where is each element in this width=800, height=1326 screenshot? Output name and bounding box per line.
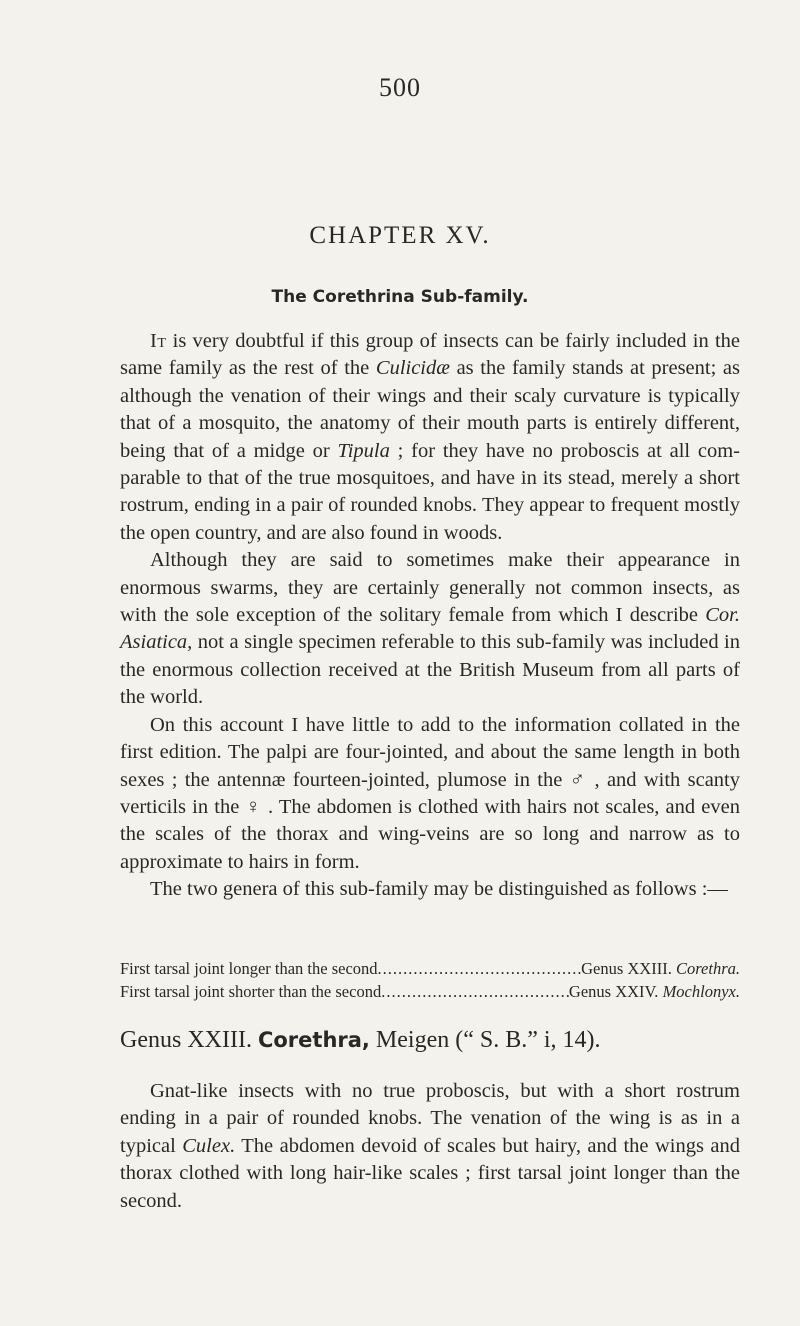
page-number: 500: [379, 73, 421, 102]
paragraph-text: ; for they have no proboscis at all comparable to that of the true mosquitoes, and have in its stead, merely a short rostrum, ending in a pair of rounded knobs. They appear to frequent mostly the open country, and are also found in woods.: [120, 439, 740, 544]
genus-description: [120, 1078, 740, 1215]
paragraph-italic: Culex.: [182, 1134, 236, 1157]
paragraph-text: as the family stands at present; as although the venation of their wings and their scaly curvature is typically that of a mosquito, the anatomy of their mouth parts is entirely different, being that of a midge or: [120, 357, 740, 462]
section-title: The Corethrina Sub-family.: [271, 287, 529, 307]
key-genus-name: Corethra.: [675, 959, 740, 978]
paragraph-text: On this account I have little to add to the information collated in the first edition. The palpi are four-jointed, and about the same length in both sexes ; the antennæ fourteen-jointed, plumose in the ♂ , and with scanty verticils in the ♀ . The abdomen is clothed with hairs not scales, and even the scales of the thorax and wing-veins are so long and narrow as to approximate to hairs in form.: [120, 713, 740, 873]
chapter-title: CHAPTER XV.: [309, 222, 491, 249]
paragraph-text: is very doubtful if this group of insects can be fairly included in the same family as the rest of the: [120, 330, 740, 380]
key-genus-number: Genus XXIV.: [568, 982, 659, 1001]
key-genus-name: Mochlonyx.: [662, 982, 740, 1001]
genus-heading-suffix: Meigen (“ S. B.” i, 14).: [369, 1027, 601, 1053]
key-row: [120, 980, 740, 1003]
paragraph-italic: Culicidæ: [375, 357, 450, 380]
paragraph-italic: Cor. Asiatica,: [120, 604, 740, 654]
paragraph-4: [120, 876, 740, 903]
genus-heading: [120, 1027, 740, 1054]
paragraph-text: The abdomen devoid of scales but hairy, and the wings and thorax clothed with long hair-like scales ; first tarsal joint longer than the second.: [120, 1134, 740, 1212]
paragraph-lead: It: [150, 330, 167, 352]
subfamily-description: [120, 328, 740, 904]
paragraph-text: The two genera of this sub-family may be distinguished as follows :—: [150, 878, 728, 901]
key-description: First tarsal joint shorter than the second: [120, 982, 382, 1001]
key-genus-number: Genus XXIII.: [581, 959, 672, 978]
paragraph-2: [120, 547, 740, 711]
key-leader-dots: [381, 980, 569, 1003]
paragraph-italic: Tipula: [337, 439, 390, 462]
paragraph-1: [120, 328, 740, 547]
genus-key: [120, 957, 740, 1003]
key-description: First tarsal joint longer than the second: [120, 959, 378, 978]
paragraph-text: Although they are said to sometimes make their appearance in enormous swarms, they are certainly generally not common insects, as with the sole exception of the solitary female from which I describe: [120, 549, 740, 627]
key-genus: [569, 980, 740, 1003]
genus-heading-name: Corethra,: [257, 1028, 370, 1052]
key-genus: [581, 957, 740, 980]
key-leader-dots: [378, 957, 582, 980]
genus-heading-prefix: Genus XXIII.: [120, 1027, 258, 1053]
paragraph-text: Gnat-like insects with no true proboscis, but with a short rostrum ending in a pair of rounded knobs. The venation of the wing is as in a typical: [120, 1080, 740, 1157]
genus-paragraph: [120, 1078, 740, 1215]
key-row: [120, 957, 740, 980]
paragraph-text: not a single specimen referable to this sub-family was included in the enormous collection received at the British Museum from all parts of the world.: [120, 631, 740, 709]
paragraph-3: [120, 712, 740, 876]
